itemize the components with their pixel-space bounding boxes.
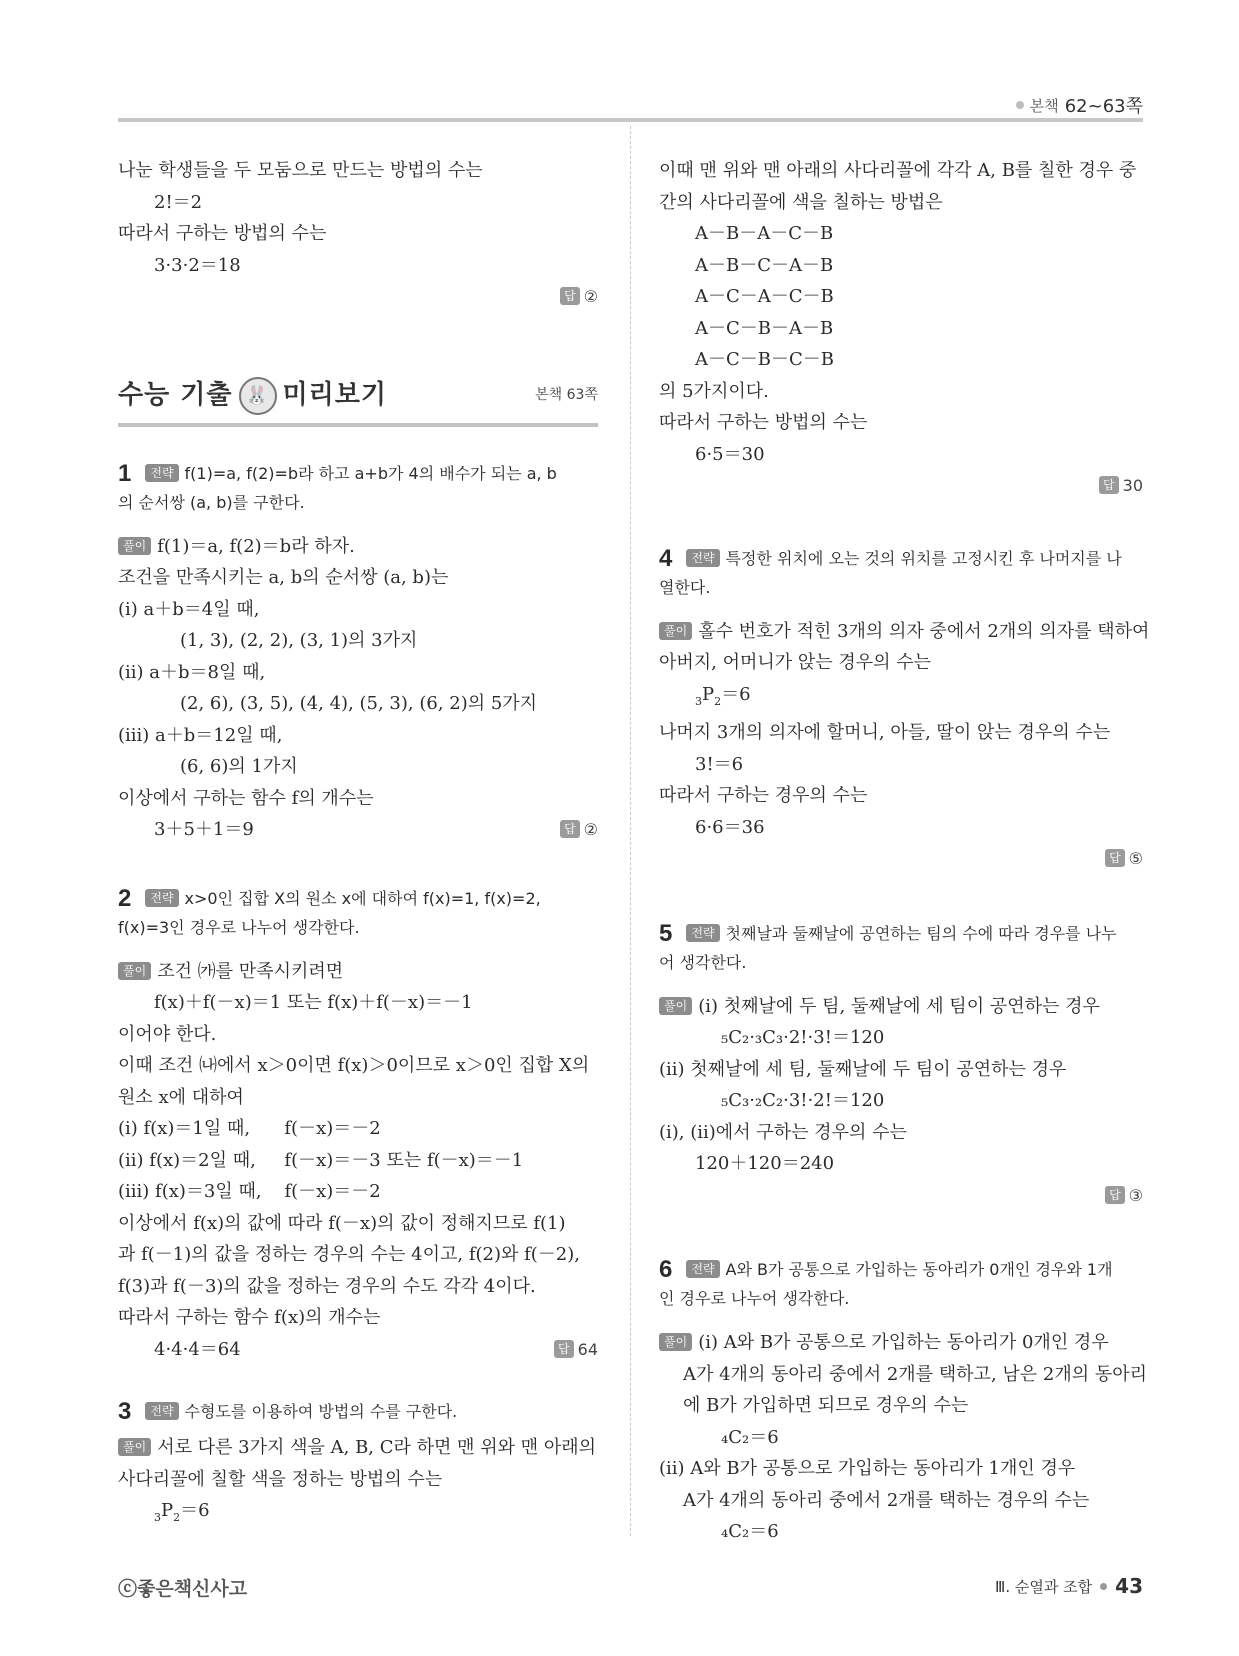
page-footer xyxy=(995,1574,1143,1598)
solution-badge: 풀이 xyxy=(118,1438,151,1456)
text-line: (i) A와 B가 공통으로 가입하는 동아리가 0개인 경우 xyxy=(698,1332,1109,1353)
answer-row xyxy=(659,1180,1143,1212)
equation: f(x)＋f(－x)＝1 또는 f(x)＋f(－x)＝－1 xyxy=(154,992,473,1013)
chapter-title: Ⅲ. 순열과 조합 xyxy=(995,1577,1093,1596)
text-line: 나눈 학생들을 두 모둠으로 만드는 방법의 수는 xyxy=(118,160,483,181)
text-line: 나머지 3개의 의자에 할머니, 아들, 딸이 앉는 경우의 수는 xyxy=(659,722,1111,743)
text-line: 조건 ㈎를 만족시키려면 xyxy=(157,960,344,982)
strategy-text: 첫째날과 둘째날에 공연하는 팀의 수에 따라 경우를 나누 xyxy=(725,923,1117,943)
page-reference-pages: 62~63쪽 xyxy=(1064,96,1143,117)
solution-line xyxy=(118,1432,598,1464)
page-reference-label: 본책 xyxy=(1029,96,1059,115)
text-line: (2, 6), (3, 5), (4, 4), (5, 3), (6, 2)의 5가지 xyxy=(180,693,538,714)
text-line: 따라서 구하는 함수 f(x)의 개수는 xyxy=(118,1307,381,1328)
page-reference xyxy=(1016,92,1143,118)
text-line: (i) f(x)＝1일 때, f(－x)＝－2 xyxy=(118,1118,381,1139)
answer-row xyxy=(554,1334,598,1366)
text-line: (6, 6)의 1가지 xyxy=(180,756,298,777)
strategy-text: 수형도를 이용하여 방법의 수를 구한다. xyxy=(184,1402,458,1421)
text-line: (ii) a＋b＝8일 때, xyxy=(118,661,266,683)
answer-row xyxy=(659,470,1143,502)
section-title xyxy=(118,377,387,415)
strategy-text: x>0인 집합 X의 원소 x에 대하여 f(x)=1, f(x)=2, xyxy=(184,888,541,908)
text-line: (ii) f(x)＝2일 때, f(－x)＝－3 또는 f(－x)＝－1 xyxy=(118,1149,524,1171)
text-line: 이상에서 구하는 함수 f의 개수는 xyxy=(118,787,374,809)
strategy-badge: 전략 xyxy=(145,464,178,482)
problem-number: 3 xyxy=(118,1398,132,1425)
text-line: 서로 다른 3가지 색을 A, B, C라 하면 맨 위와 맨 아래의 xyxy=(157,1437,597,1458)
strategy-text: f(1)=a, f(2)=b라 하고 a+b가 4의 배수가 되는 a, b xyxy=(184,463,557,483)
strategy-text: 의 순서쌍 (a, b)를 구한다. xyxy=(118,492,305,512)
text-line: f(3)과 f(－3)의 값을 정하는 경우의 수도 각각 4이다. xyxy=(118,1275,536,1297)
strategy-badge: 전략 xyxy=(686,1260,719,1278)
text-line: 이어야 한다. xyxy=(118,1023,217,1045)
answer-badge: 답 xyxy=(1099,476,1119,494)
strategy-text: 열한다. xyxy=(659,577,711,597)
equation: 120＋120＝240 xyxy=(695,1153,835,1174)
section-title-b: 미리보기 xyxy=(282,379,387,410)
problem-2-strategy xyxy=(118,884,598,942)
text-line: 의 5가지이다. xyxy=(659,380,769,402)
text-line: 에 B가 가입하면 되므로 경우의 수는 xyxy=(683,1395,969,1416)
strategy-badge: 전략 xyxy=(145,1402,178,1420)
text-line: (iii) f(x)＝3일 때, f(－x)＝－2 xyxy=(118,1181,381,1202)
solution-badge: 풀이 xyxy=(659,622,692,640)
strategy-text: f(x)=3인 경우로 나누어 생각한다. xyxy=(118,917,360,937)
answer-row xyxy=(560,814,598,846)
page-number: 43 xyxy=(1115,1574,1143,1598)
subscript: 3 xyxy=(695,694,702,708)
final-row xyxy=(118,1334,598,1366)
equation: ₅C₃·₂C₂·3!·2!＝120 xyxy=(721,1090,885,1111)
answer-row xyxy=(118,281,598,313)
text-line: 조건을 만족시키는 a, b의 순서쌍 (a, b)는 xyxy=(118,567,449,588)
equation: 3·3·2＝18 xyxy=(154,254,241,276)
problem-number: 1 xyxy=(118,459,132,487)
text-line: 따라서 구하는 경우의 수는 xyxy=(659,785,868,806)
text-line: 과 f(－1)의 값을 정하는 경우의 수는 4이고, f(2)와 f(－2), xyxy=(118,1244,580,1265)
strategy-badge: 전략 xyxy=(145,889,178,907)
problem-3-strategy xyxy=(118,1397,598,1426)
text-line: 이때 조건 ㈏에서 x＞0이면 f(x)＞0이므로 x＞0인 집합 X의 xyxy=(118,1055,590,1076)
color-sequence: A－B－A－C－B xyxy=(695,223,834,244)
solution-badge: 풀이 xyxy=(118,537,151,555)
section-title-a: 수능 기출 xyxy=(118,379,233,410)
strategy-text: A와 B가 공통으로 가입하는 동아리가 0개인 경우와 1개 xyxy=(725,1260,1113,1279)
solution-badge: 풀이 xyxy=(118,962,151,980)
answer-row xyxy=(659,843,1143,875)
solution-line xyxy=(659,616,1150,648)
rabbit-mascot-icon: 🐰 xyxy=(239,377,277,415)
equation: 6·6＝36 xyxy=(695,816,765,838)
text-line: (iii) a＋b＝12일 때, xyxy=(118,724,283,746)
bullet-dot-icon xyxy=(1100,1583,1107,1590)
problem-number: 2 xyxy=(118,884,132,912)
problem-6-strategy xyxy=(659,1255,1143,1313)
subscript: 3 xyxy=(154,1511,161,1524)
text-line: 따라서 구하는 방법의 수는 xyxy=(118,223,327,244)
color-sequence: A－B－C－A－B xyxy=(695,254,834,276)
answer-badge: 답 xyxy=(1105,849,1125,867)
text-line: 간의 사다리꼴에 색을 칠하는 방법은 xyxy=(659,191,943,213)
problem-number: 6 xyxy=(659,1256,673,1283)
left-column xyxy=(118,155,598,1534)
right-column xyxy=(659,155,1150,1548)
text-line: (i), (ii)에서 구하는 경우의 수는 xyxy=(659,1121,907,1143)
answer-value: ② xyxy=(583,820,598,839)
column-divider xyxy=(630,126,631,1536)
equation-rest: ＝6 xyxy=(721,683,751,705)
answer-badge: 답 xyxy=(1105,1186,1125,1204)
answer-value: ⑤ xyxy=(1128,849,1143,868)
problem-1-strategy xyxy=(118,459,598,517)
perm-symbol: P xyxy=(702,683,715,705)
equation: ₄C₂＝6 xyxy=(721,1521,779,1542)
subscript: 2 xyxy=(714,694,722,708)
equation: 6·5＝30 xyxy=(695,443,765,465)
solution-line xyxy=(659,991,1143,1023)
final-row xyxy=(118,814,598,846)
strategy-badge: 전략 xyxy=(686,549,719,567)
text-line: (i) a＋b＝4일 때, xyxy=(118,598,260,620)
solution-line xyxy=(659,1327,1143,1359)
equation xyxy=(118,1495,598,1534)
answer-badge: 답 xyxy=(560,820,580,838)
problem-number: 5 xyxy=(659,919,673,947)
color-sequence: A－C－B－A－B xyxy=(695,317,834,339)
solution-badge: 풀이 xyxy=(659,1333,692,1351)
perm-symbol: P xyxy=(161,1500,174,1521)
text-line: 이때 맨 위와 맨 아래의 사다리꼴에 각각 A, B를 칠한 경우 중 xyxy=(659,160,1137,181)
equation: ₄C₂＝6 xyxy=(721,1426,779,1448)
text-line: 이상에서 f(x)의 값에 따라 f(－x)의 값이 정해지므로 f(1) xyxy=(118,1212,566,1234)
subscript: 2 xyxy=(173,1511,181,1524)
text-line: 사다리꼴에 칠할 색을 정하는 방법의 수는 xyxy=(118,1468,443,1490)
equation xyxy=(659,679,1143,718)
section-header xyxy=(118,377,598,427)
equation: 4·4·4＝64 xyxy=(154,1338,241,1360)
color-sequence: A－C－B－C－B xyxy=(695,349,834,370)
answer-value: ② xyxy=(583,287,598,306)
text-line: 원소 x에 대하여 xyxy=(118,1086,244,1108)
text-line: (ii) A와 B가 공통으로 가입하는 동아리가 1개인 경우 xyxy=(659,1458,1076,1479)
solution-badge: 풀이 xyxy=(659,997,692,1015)
text-line: 아버지, 어머니가 앉는 경우의 수는 xyxy=(659,652,932,673)
answer-value: 64 xyxy=(577,1339,598,1359)
text-line: (i) 첫째날에 두 팀, 둘째날에 세 팀이 공연하는 경우 xyxy=(698,995,1100,1017)
strategy-badge: 전략 xyxy=(686,924,719,942)
problem-5-strategy xyxy=(659,919,1143,977)
equation: 3!＝6 xyxy=(695,753,744,775)
text-line: A가 4개의 동아리 중에서 2개를 택하는 경우의 수는 xyxy=(683,1489,1090,1511)
answer-value: ③ xyxy=(1128,1185,1143,1205)
answer-value: 30 xyxy=(1122,476,1143,495)
answer-badge: 답 xyxy=(554,1340,574,1358)
text-line: A가 4개의 동아리 중에서 2개를 택하고, 남은 2개의 동아리 xyxy=(683,1363,1147,1385)
text-line: (1, 3), (2, 2), (3, 1)의 3가지 xyxy=(180,630,418,651)
header-rule xyxy=(118,118,1143,122)
strategy-text: 어 생각한다. xyxy=(659,952,747,972)
text-line: 따라서 구하는 방법의 수는 xyxy=(659,412,868,433)
strategy-text: 인 경우로 나누어 생각한다. xyxy=(659,1289,850,1308)
text-line: f(1)＝a, f(2)＝b라 하자. xyxy=(157,535,355,557)
problem-number: 4 xyxy=(659,544,673,572)
text-line: (ii) 첫째날에 세 팀, 둘째날에 두 팀이 공연하는 경우 xyxy=(659,1058,1067,1080)
equation: ₅C₂·₃C₃·2!·3!＝120 xyxy=(721,1027,885,1048)
strategy-text: 특정한 위치에 오는 것의 위치를 고정시킨 후 나머지를 나 xyxy=(725,548,1122,568)
equation: 3＋5＋1＝9 xyxy=(154,819,254,840)
problem-4-strategy xyxy=(659,544,1143,602)
bullet-dot-icon xyxy=(1016,101,1024,109)
publisher-logo: ⓒ좋은책신사고 xyxy=(118,1578,248,1600)
equation-rest: ＝6 xyxy=(180,1500,210,1521)
answer-badge: 답 xyxy=(560,287,580,305)
section-reference: 본책 63쪽 xyxy=(535,386,598,403)
solution-line xyxy=(118,956,598,988)
equation: 2!＝2 xyxy=(154,191,203,213)
solution-line xyxy=(118,531,598,563)
color-sequence: A－C－A－C－B xyxy=(695,286,834,307)
text-line: 홀수 번호가 적힌 3개의 의자 중에서 2개의 의자를 택하여 xyxy=(698,620,1150,642)
